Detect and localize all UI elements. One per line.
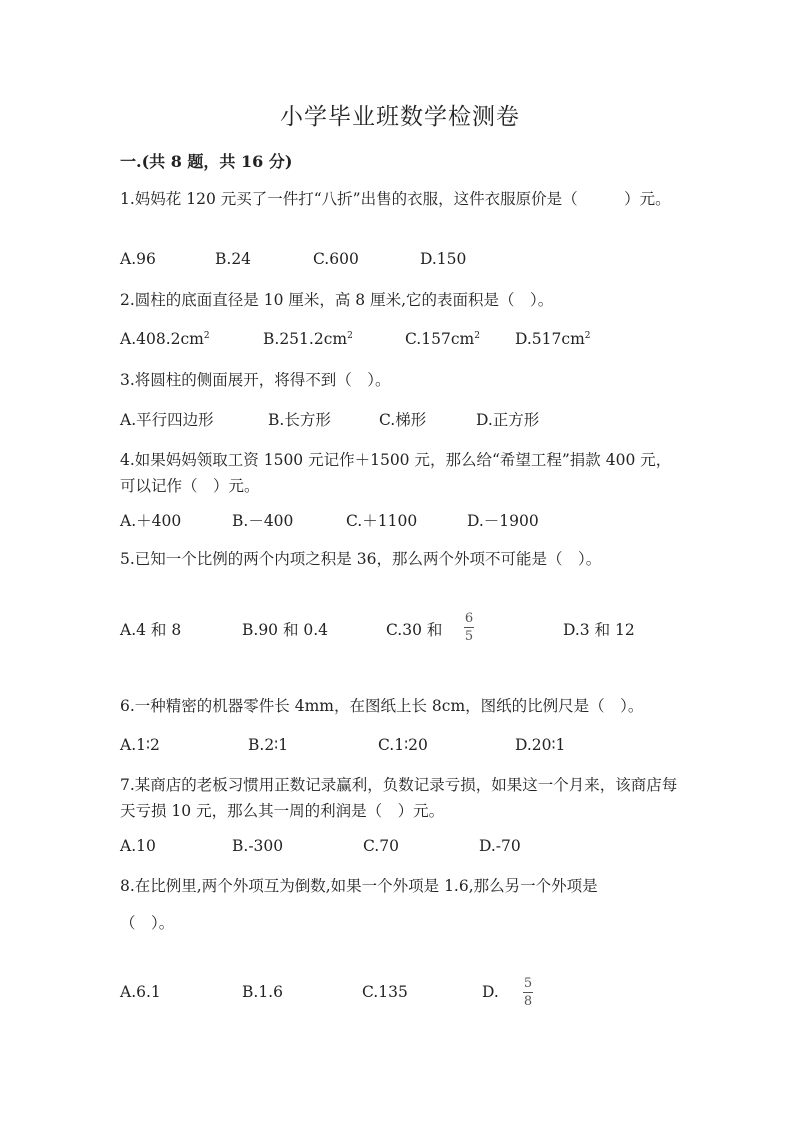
fraction-bar bbox=[464, 627, 474, 628]
question-4-text: 4.如果妈妈领取工资 1500 元记作＋1500 元，那么给“希望工程”捐款 400 元，可以记作（ ）元。 bbox=[120, 451, 672, 495]
question-1-text: 1.妈妈花 120 元买了一件打“八折”出售的衣服，这件衣服原价是（ ）元。 bbox=[120, 190, 671, 208]
question-1-option-b[interactable]: B.24 bbox=[215, 250, 252, 268]
question-6-option-a[interactable]: A.1∶2 bbox=[120, 736, 160, 754]
question-4-option-a[interactable]: A.＋400 bbox=[120, 512, 182, 530]
fraction-denominator: 8 bbox=[523, 994, 533, 1009]
question-6-text: 6.一种精密的机器零件长 4mm，在图纸上长 8cm，图纸的比例尺是（ ）。 bbox=[120, 697, 644, 715]
question-3-option-a[interactable]: A.平行四边形 bbox=[120, 411, 214, 429]
question-1-option-d[interactable]: D.150 bbox=[420, 250, 467, 268]
question-5-option-a[interactable]: A.4 和 8 bbox=[120, 621, 182, 639]
fraction-denominator: 5 bbox=[464, 629, 474, 644]
question-6-option-c[interactable]: C.1∶20 bbox=[378, 736, 428, 754]
question-3-text: 3.将圆柱的侧面展开，将得不到（ ）。 bbox=[120, 371, 391, 389]
question-8-text: 8.在比例里,两个外项互为倒数,如果一个外项是 1.6,那么另一个外项是 bbox=[120, 877, 598, 895]
question-8-option-d-fraction bbox=[523, 976, 533, 1009]
fraction-numerator: 5 bbox=[523, 976, 533, 991]
question-3-option-c[interactable]: C.梯形 bbox=[379, 411, 427, 429]
question-5-text: 5.已知一个比例的两个内项之积是 36，那么两个外项不可能是（ ）。 bbox=[120, 550, 602, 568]
question-2-text: 2.圆柱的底面直径是 10 厘米，高 8 厘米,它的表面积是（ ）。 bbox=[120, 291, 554, 309]
question-8-option-d[interactable]: D. bbox=[482, 983, 499, 1001]
question-7-option-b[interactable]: B.-300 bbox=[232, 837, 284, 855]
question-4-option-d[interactable]: D.－1900 bbox=[467, 512, 539, 530]
question-2-option-c[interactable]: $C.157cm^2$ bbox=[405, 330, 480, 348]
question-1-option-c[interactable]: C.600 bbox=[313, 250, 359, 268]
question-6-option-b[interactable]: B.2∶1 bbox=[248, 736, 289, 754]
question-4-option-c[interactable]: C.＋1100 bbox=[346, 512, 418, 530]
question-8-option-b[interactable]: B.1.6 bbox=[242, 983, 283, 1001]
question-7-option-c[interactable]: C.70 bbox=[363, 837, 399, 855]
question-2-option-d[interactable]: $D.517cm^2$ bbox=[515, 330, 591, 348]
question-2-option-a[interactable]: $A.408.2cm^2$ bbox=[120, 330, 210, 348]
question-7-text: 7.某商店的老板习惯用正数记录赢利，负数记录亏损，如果这一个月来，该商店每天亏损 10 元，那么其一周的利润是（ ）元。 bbox=[120, 776, 678, 820]
page-title: 小学毕业班数学检测卷 bbox=[280, 104, 520, 130]
question-2-option-b[interactable]: $B.251.2cm^2$ bbox=[263, 330, 353, 348]
question-8-option-c[interactable]: C.135 bbox=[362, 983, 408, 1001]
fraction-numerator: 6 bbox=[464, 611, 474, 626]
question-7-option-a[interactable]: A.10 bbox=[120, 837, 156, 855]
question-6-option-d[interactable]: D.20∶1 bbox=[515, 736, 566, 754]
question-8-text-continued: （ ）。 bbox=[120, 914, 175, 932]
question-7-option-d[interactable]: D.-70 bbox=[479, 837, 521, 855]
question-5-option-c[interactable]: C.30 和 bbox=[386, 621, 443, 639]
question-5-option-d[interactable]: D.3 和 12 bbox=[563, 621, 635, 639]
fraction-bar bbox=[523, 992, 533, 993]
question-5-option-c-fraction bbox=[464, 611, 474, 644]
question-5-option-b[interactable]: B.90 和 0.4 bbox=[242, 621, 329, 639]
section-heading: 一.(共 8 题，共 16 分) bbox=[120, 152, 293, 171]
question-3-option-b[interactable]: B.长方形 bbox=[268, 411, 331, 429]
question-1-option-a[interactable]: A.96 bbox=[120, 250, 156, 268]
question-4-option-b[interactable]: B.－400 bbox=[232, 512, 294, 530]
question-3-option-d[interactable]: D.正方形 bbox=[476, 411, 540, 429]
question-8-option-a[interactable]: A.6.1 bbox=[120, 983, 161, 1001]
